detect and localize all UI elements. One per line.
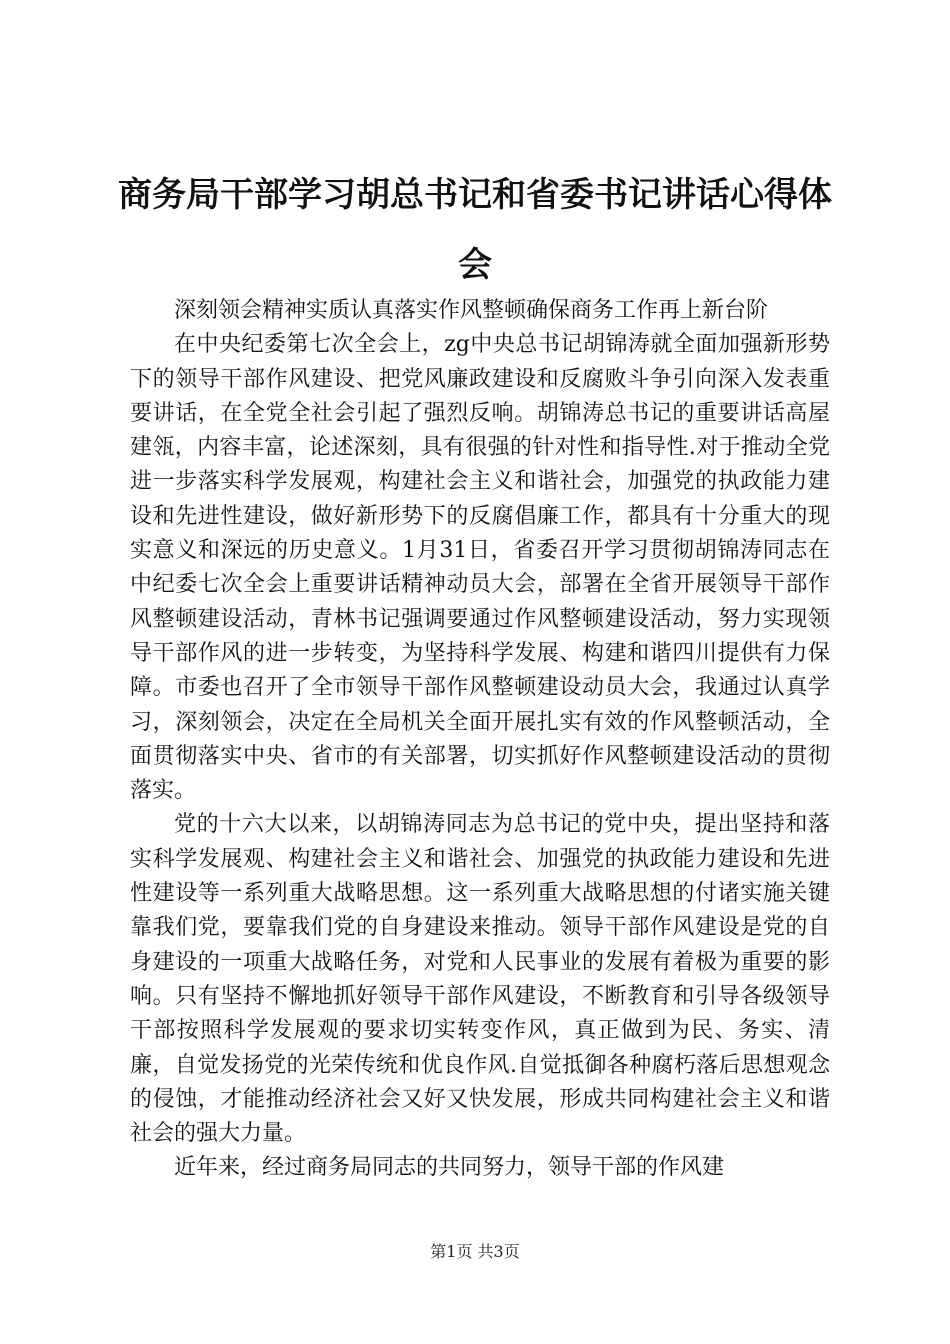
body-paragraph: 在中央纪委第七次全会上，zg中央总书记胡锦涛就全面加强新形势下的领导干部作风建设、把党风廉政建设和反腐败斗争引向深入发表重要讲话，在全党全社会引起了强烈反响。胡锦涛总书记的重要讲话高屋建瓴，内容丰富，论述深刻，具有很强的针对性和指导性.对于推动全党进一步落实科学发展观，构建社会主义和谐社会，加强党的执政能力建设和先进性建设，做好新形势下的反腐倡廉工作，都具有十分重大的现实意义和深远的历史意义。1月31日，省委召开学习贯彻胡锦涛同志在中纪委七次全会上重要讲话精神动员大会，部署在全省开展领导干部作风整顿建设活动，青林书记强调要通过作风整顿建设活动，努力实现领导干部作风的进一步转变，为坚持科学发展、构建和谐四川提供有力保障。市委也召开了全市领导干部作风整顿建设动员大会，我通过认真学习，深刻领会，决定在全局机关全面开展扎实有效的作风整顿活动，全面贯彻落实中央、省市的有关部署，切实抓好作风整顿建设活动的贯彻落实。 [130, 332, 830, 804]
subtitle-paragraph: 深刻领会精神实质认真落实作风整顿确保商务工作再上新台阶 [174, 298, 769, 323]
document-title: 商务局干部学习胡总书记和省委书记讲话心得体会 [118, 175, 832, 285]
document-body [130, 294, 830, 1186]
page-number-footer: 第1页 共3页 [430, 1242, 520, 1261]
body-paragraph: 近年来，经过商务局同志的共同努力，领导干部的作风建 [174, 1155, 725, 1181]
body-paragraph: 党的十六大以来，以胡锦涛同志为总书记的党中央，提出坚持和落实科学发展观、构建社会主义和谐社会、加强党的执政能力建设和先进性建设等一系列重大战略思想。这一系列重大战略思想的付诸实施关键靠我们党，要靠我们党的自身建设来推动。领导干部作风建设是党的自身建设的一项重大战略任务，对党和人民事业的发展有着极为重要的影响。只有坚持不懈地抓好领导干部作风建设，不断教育和引导各级领导干部按照科学发展观的要求切实转变作风，真正做到为民、务实、清廉，自觉发扬党的光荣传统和优良作风.自觉抵御各种腐朽落后思想观念的侵蚀，才能推动经济社会又好又快发展，形成共同构建社会主义和谐社会的强大力量。 [130, 812, 830, 1147]
